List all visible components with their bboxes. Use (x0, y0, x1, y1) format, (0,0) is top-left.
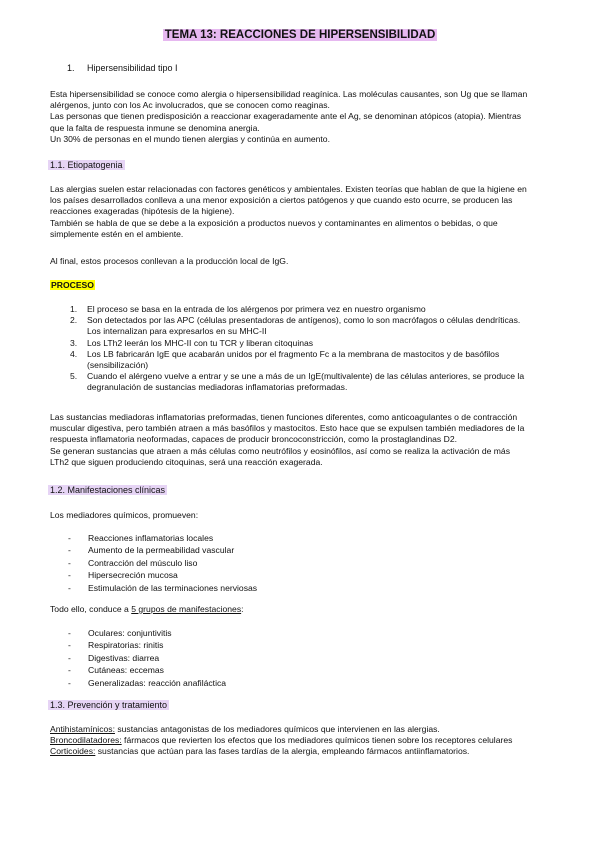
paragraph-line: Esta hipersensibilidad se conoce como alergia o hipersensibilidad reagínica. Las moléculas causantes, son Ug que se llaman (50, 89, 528, 99)
paragraph-line: alérgenos, junto con los Ac involucrados, que se conocen como reaginas. (50, 100, 330, 111)
step-text: Los LTh2 leerán los MHC-II con tu TCR y liberan citoquinas (87, 337, 314, 348)
igg-paragraph (50, 256, 555, 267)
paragraph-line: Las personas que tienen predisposición a reaccionar exageradamente ante el Ag, se denominan atópicos (atopia). Mientras (50, 111, 522, 122)
paragraph-line: Las alergias suelen estar relacionadas con factores genéticos y ambientales. Existen teorías que hablan de que la higiene en (50, 184, 527, 194)
step-text: degranulación de sustancias mediadoras inflamatorias preformadas. (87, 382, 348, 393)
section-1-2-heading (48, 485, 167, 496)
paragraph-line: muscular digestiva, pero también atraen a más basófilos y mastocitos. Esto hace que se expulsen también mediadores de la (50, 423, 525, 434)
list-item: - Digestivas: diarrea (50, 653, 555, 664)
step-number: 1. (70, 304, 78, 314)
section-1-paragraph (50, 89, 555, 145)
step-text: El proceso se basa en la entrada de los alérgenos por primera vez en nuestro organismo (87, 304, 426, 314)
paragraph-line: Las sustancias mediadoras inflamatorias preformadas, tienen funciones diferentes, como anticoagulantes o de contracción (50, 412, 518, 422)
paragraph-line: Al final, estos procesos conllevan a la producción local de IgG. (50, 256, 289, 266)
proceso-step (50, 338, 570, 349)
groups-intro (50, 604, 555, 615)
paragraph-line: los países desarrollados conlleva a una menor exposición a ciertos patógenos y que cuando esto ocurre, se producen las (50, 195, 513, 206)
treatment-text: fármacos que revierten los efectos que los mediadores químicos tienen sobre los receptores celulares (121, 735, 513, 746)
etiopatogenia-paragraph (50, 184, 555, 240)
proceso-steps (50, 304, 570, 394)
step-text: Son detectados por las APC (células presentadoras de antígenos), como lo son macrófagos o células dendríticas. (87, 315, 521, 326)
proceso-label (50, 280, 95, 291)
section-1-3-title: 1.3. Prevención y tratamiento (50, 700, 168, 710)
paragraph-line: que la falta de respuesta inmune se denomina anergia. (50, 122, 260, 133)
page-title-text: TEMA 13: REACCIONES DE HIPERSENSIBILIDAD (164, 29, 436, 41)
paragraph-line: También se habla de que se debe a la exposición a productos nuevos y contaminantes en alimentos o bebidas, o que (50, 217, 498, 228)
effects-list (50, 533, 555, 595)
step-text: Los internalizan para expresarlos en su MHC-II (87, 326, 267, 337)
list-item: - Cutáneas: eccemas (50, 665, 555, 676)
groups-underlined: 5 grupos de manifestaciones (131, 604, 242, 614)
step-text: (sensibilización) (87, 360, 149, 371)
section-1-1-title: 1.1. Etiopatogenia (50, 160, 123, 170)
section-1-3-heading (48, 700, 169, 711)
list-item: - Aumento de la permeabilidad vascular (50, 545, 555, 556)
treatment-term: Antihistamínicos: (50, 724, 115, 734)
step-text: Los LB fabricarán IgE que acabarán unidos por el fragmento Fc a la membrana de mastocitos y de basófilos (87, 348, 500, 359)
list-item: - Estimulación de las terminaciones nerviosas (50, 583, 555, 594)
step-number: 2. (70, 315, 78, 326)
section-1-title: Hipersensibilidad tipo I (87, 63, 178, 73)
treatment-item (50, 735, 570, 746)
treatment-text: sustancias antagonistas de los mediadores químicos que intervienen en las alergias. (114, 724, 440, 734)
list-item: - Oculares: conjuntivitis (50, 628, 555, 639)
page-title (0, 28, 600, 42)
paragraph-line: LTh2 que siguen produciendo citoquinas, será una reacción exagerada. (50, 456, 323, 467)
groups-suffix: : (241, 604, 244, 614)
paragraph-line: reacciones exageradas (hipótesis de la higiene). (50, 206, 235, 217)
proceso-step (50, 304, 570, 315)
list-item: - Respiratorias: rinitis (50, 640, 555, 651)
section-1-2-title: 1.2. Manifestaciones clínicas (50, 485, 166, 495)
proceso-step (50, 371, 570, 393)
step-number: 4. (70, 348, 78, 359)
section-1-number: 1. (67, 63, 75, 73)
list-item: - Generalizadas: reacción anafiláctica (50, 678, 555, 689)
section-1-1-heading (48, 160, 125, 171)
treatment-list (50, 724, 570, 758)
proceso-label-text: PROCESO (51, 280, 94, 290)
groups-prefix: Todo ello, conduce a (50, 604, 132, 614)
paragraph-line: respuesta inflamatoria neoformadas, capaces de producir broncoconstricción, como la prostaglandinas D2. (50, 434, 457, 445)
proceso-step (50, 349, 570, 371)
section-1-heading (67, 63, 178, 74)
step-number: 5. (70, 371, 78, 382)
list-item: - Contracción del músculo liso (50, 558, 555, 569)
treatment-term: Broncodilatadores: (50, 735, 122, 746)
treatment-item (50, 746, 570, 757)
list-item: - Reacciones inflamatorias locales (50, 533, 555, 544)
mediadores-intro (50, 510, 555, 521)
groups-list (50, 628, 555, 690)
paragraph-line: Los mediadores químicos, promueven: (50, 510, 199, 520)
proceso-step (50, 315, 570, 337)
list-item: - Hipersecreción mucosa (50, 570, 555, 581)
mediadoras-paragraph (50, 412, 555, 468)
paragraph-line: Un 30% de personas en el mundo tienen alergias y continúa en aumento. (50, 133, 330, 144)
treatment-text: sustancias que actúan para las fases tardías de la alergia, empleando fármacos antiinflamatorios. (95, 746, 470, 757)
step-text: Cuando el alérgeno vuelve a entrar y se une a más de un IgE(multivalente) de las células anteriores, se produce la (87, 371, 525, 382)
treatment-term: Corticoides: (50, 746, 96, 757)
step-number: 3. (70, 337, 78, 348)
paragraph-line: Se generan sustancias que atraen a más células como neutrófilos y eosinófilos, así como se realiza la activación de más (50, 445, 511, 456)
paragraph-line: simplemente estén en el ambiente. (50, 228, 184, 239)
treatment-item (50, 724, 570, 735)
